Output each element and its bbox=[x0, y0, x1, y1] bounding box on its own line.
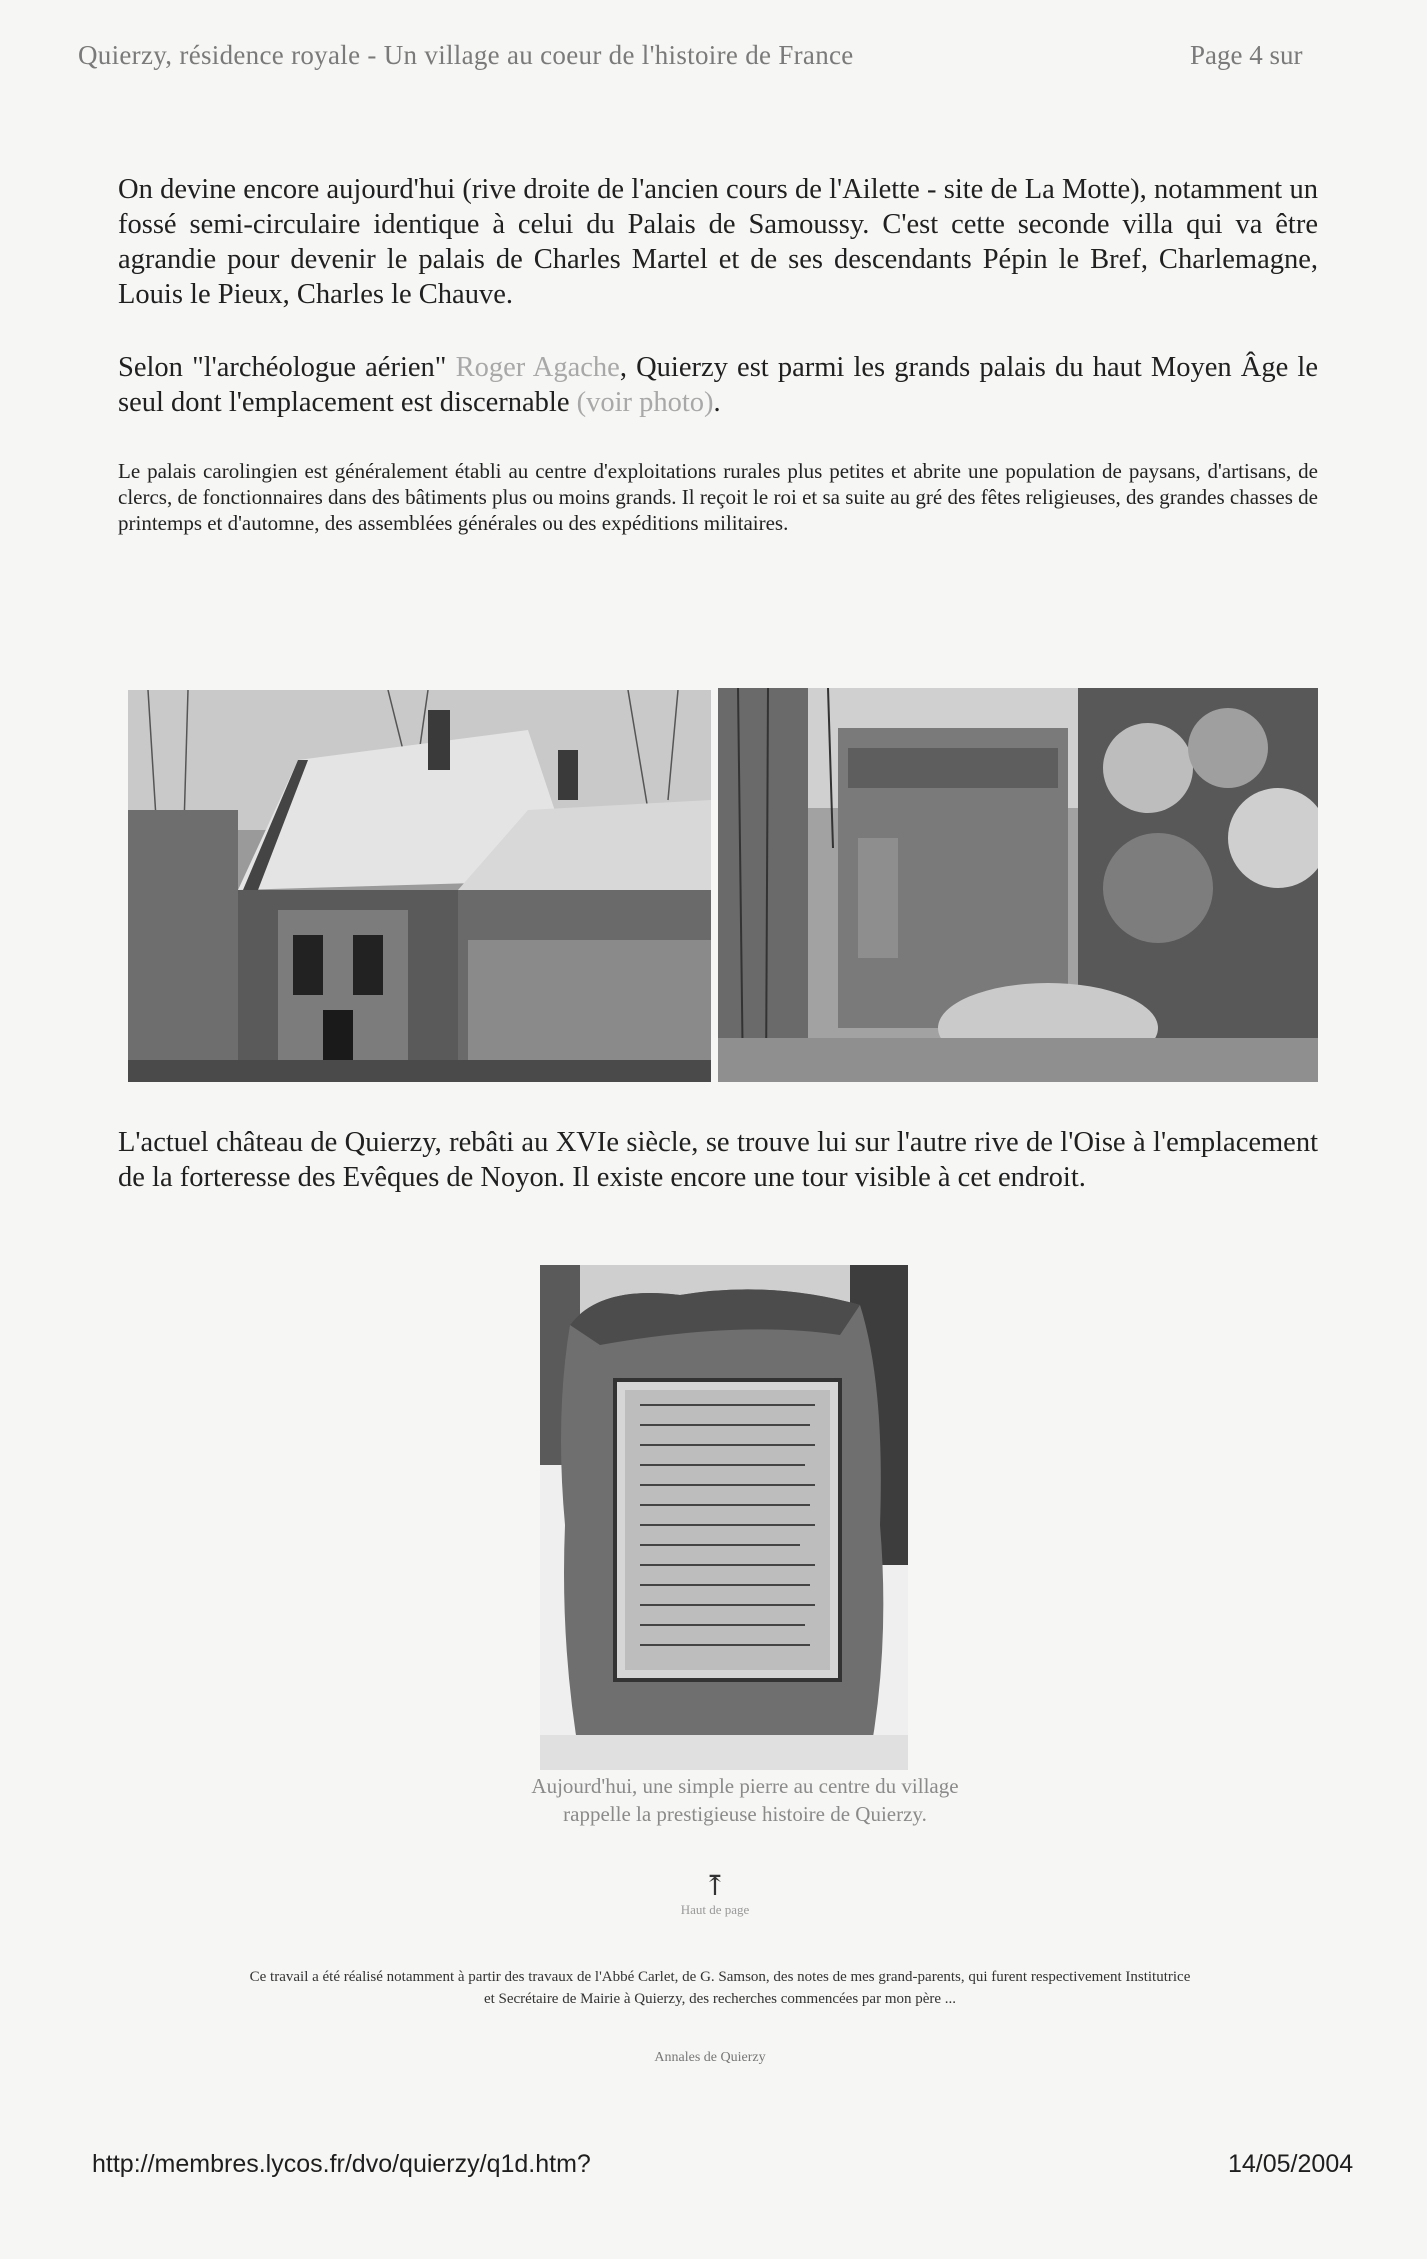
paragraph-text: . bbox=[713, 387, 721, 418]
page-url: http://membres.lycos.fr/dvo/quierzy/q1d.htm? bbox=[92, 2150, 591, 2178]
page-header-title: Quierzy, résidence royale - Un village au coeur de l'histoire de France bbox=[78, 40, 854, 70]
paragraph-la-motte: On devine encore aujourd'hui (rive droite de l'ancien cours de l'Ailette - site de La Motte), notamment un fossé semi-circulaire identique à celui du Palais de Samoussy. C'est cette seconde villa qui va être agrandie pour devenir le palais de Charles Martel et de ses descendants Pépin le Bref, Charlemagne, Louis le Pieux, Charles le Chauve. bbox=[118, 174, 1318, 310]
back-to-top-link[interactable] bbox=[640, 1872, 790, 1918]
credits-line-1: Ce travail a été réalisé notamment à partir des travaux de l'Abbé Carlet, de G. Samson, des notes de mes grand-parents, qui furent respectivement Institutrice bbox=[249, 1969, 1191, 1985]
link-roger-agache[interactable]: Roger Agache bbox=[455, 352, 620, 383]
paragraph-roger-agache bbox=[118, 350, 1318, 420]
paragraph-palais-carolingien: Le palais carolingien est généralement établi au centre d'exploitations rurales plus petites et abrite une population de paysans, d'artisans, de clercs, de fonctionnaires dans des bâtiments plus ou moins grands. Il reçoit le roi et sa suite au gré des fêtes religieuses, des grandes chasses de printemps et d'automne, des assemblées générales ou des expéditions militaires. bbox=[118, 459, 1318, 535]
annales-link[interactable]: Annales de Quierzy bbox=[654, 2050, 766, 2065]
photo-tower-ruin bbox=[718, 688, 1318, 1082]
page-number: Page 4 sur bbox=[1190, 40, 1303, 70]
photo-house bbox=[128, 690, 711, 1082]
credits-note bbox=[100, 1966, 1340, 2010]
arrow-up-icon[interactable]: ⤒ bbox=[703, 1871, 727, 1902]
print-date: 14/05/2004 bbox=[1228, 2150, 1354, 2178]
paragraph-text: , Quierzy est parmi les grands palais du haut Moyen Âge le seul dont l'emplacement est discernable bbox=[118, 352, 1319, 418]
caption-line-2: rappelle la prestigieuse histoire de Quierzy. bbox=[563, 1802, 927, 1826]
paragraph-text: Selon "l'archéologue aérien" bbox=[118, 352, 456, 383]
paragraph-chateau-actuel: L'actuel château de Quierzy, rebâti au XVIe siècle, se trouve lui sur l'autre rive de l'Oise à l'emplacement de la forteresse des Evêques de Noyon. Il existe encore une tour visible à cet endroit. bbox=[118, 1127, 1318, 1193]
caption-line-1: Aujourd'hui, une simple pierre au centre du village bbox=[531, 1774, 959, 1798]
back-to-top-label[interactable]: Haut de page bbox=[680, 1902, 750, 1917]
photo-caption bbox=[380, 1772, 1110, 1828]
credits-line-2: et Secrétaire de Mairie à Quierzy, des recherches commencées par mon père ... bbox=[483, 1991, 957, 2007]
photo-commemorative-stone bbox=[540, 1265, 908, 1770]
link-voir-photo[interactable]: (voir photo) bbox=[576, 387, 714, 418]
